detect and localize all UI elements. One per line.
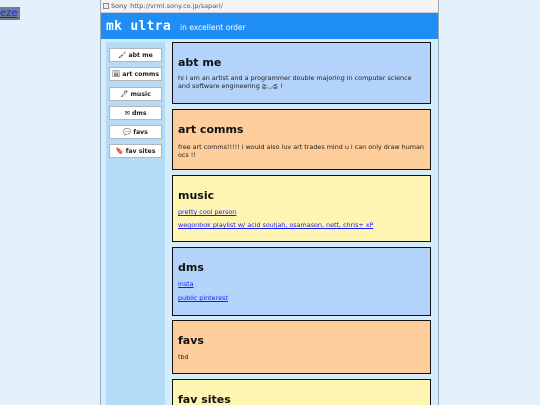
music-link[interactable]: wegonbok playlist w/ acid souljah, osamason, nett, chris+ xP [178, 221, 374, 229]
url-bar[interactable] [101, 0, 438, 13]
nav-button-favs[interactable] [109, 125, 162, 139]
section-abt-me [172, 42, 431, 104]
nav-button-fav-sites[interactable] [109, 144, 162, 158]
broken-image-icon [103, 3, 109, 9]
picture-icon: 🖼 [111, 70, 121, 78]
section-title: abt me [178, 56, 222, 69]
nav-label: abt me [128, 51, 153, 59]
site-title: mk ultra [106, 18, 172, 34]
nav-label: fav sites [125, 147, 156, 155]
site-header [101, 13, 438, 39]
section-dms [172, 247, 431, 316]
browser-window [100, 0, 439, 405]
insta-link[interactable]: insta [178, 280, 194, 288]
corner-link[interactable]: eze [0, 8, 18, 19]
section-title: favs [178, 334, 204, 347]
favicon-label: Sony [111, 2, 128, 10]
nav-label: music [130, 90, 151, 98]
pen-icon: 🖋 [120, 90, 129, 98]
section-text: hi i am an artist and a programmer double majoring in computer science and software engineering ≧◡≦ ! [178, 74, 412, 90]
section-music [172, 175, 431, 242]
section-title: music [178, 189, 215, 202]
nav-label: dms [131, 109, 147, 117]
pinterest-link[interactable]: public pinterest [178, 294, 228, 302]
nav-button-music[interactable] [109, 87, 162, 101]
section-title: dms [178, 261, 204, 274]
nav-button-abt-me[interactable] [109, 48, 162, 62]
music-link[interactable]: pretty cool person [178, 208, 237, 216]
section-text: tbd [178, 353, 189, 361]
envelope-icon: ✉ [124, 109, 130, 117]
nav-button-dms[interactable] [109, 106, 162, 120]
nav-label: favs [133, 128, 148, 136]
favicon [103, 2, 127, 10]
section-fav-sites [172, 379, 431, 405]
section-title: fav sites [178, 393, 231, 405]
nav-button-art-comms[interactable] [109, 67, 162, 81]
url-text[interactable]: http://vrml.sony.co.jp/sapari/ [130, 2, 223, 10]
sidebar [106, 42, 165, 405]
section-art-comms [172, 109, 431, 170]
site-subtitle: in excellent order [180, 22, 246, 32]
section-text: free art comms!!!!! i would also luv art trades mind u i can only draw human ocs !! [178, 143, 424, 159]
paintbrush-icon: 🖌 [118, 51, 127, 59]
page-body [101, 39, 438, 405]
speech-bubble-icon: 💬 [123, 128, 132, 136]
section-favs [172, 320, 431, 374]
nav-label: art comms [122, 70, 160, 78]
section-title: art comms [178, 123, 244, 136]
bookmark-icon: 🔖 [115, 147, 124, 155]
